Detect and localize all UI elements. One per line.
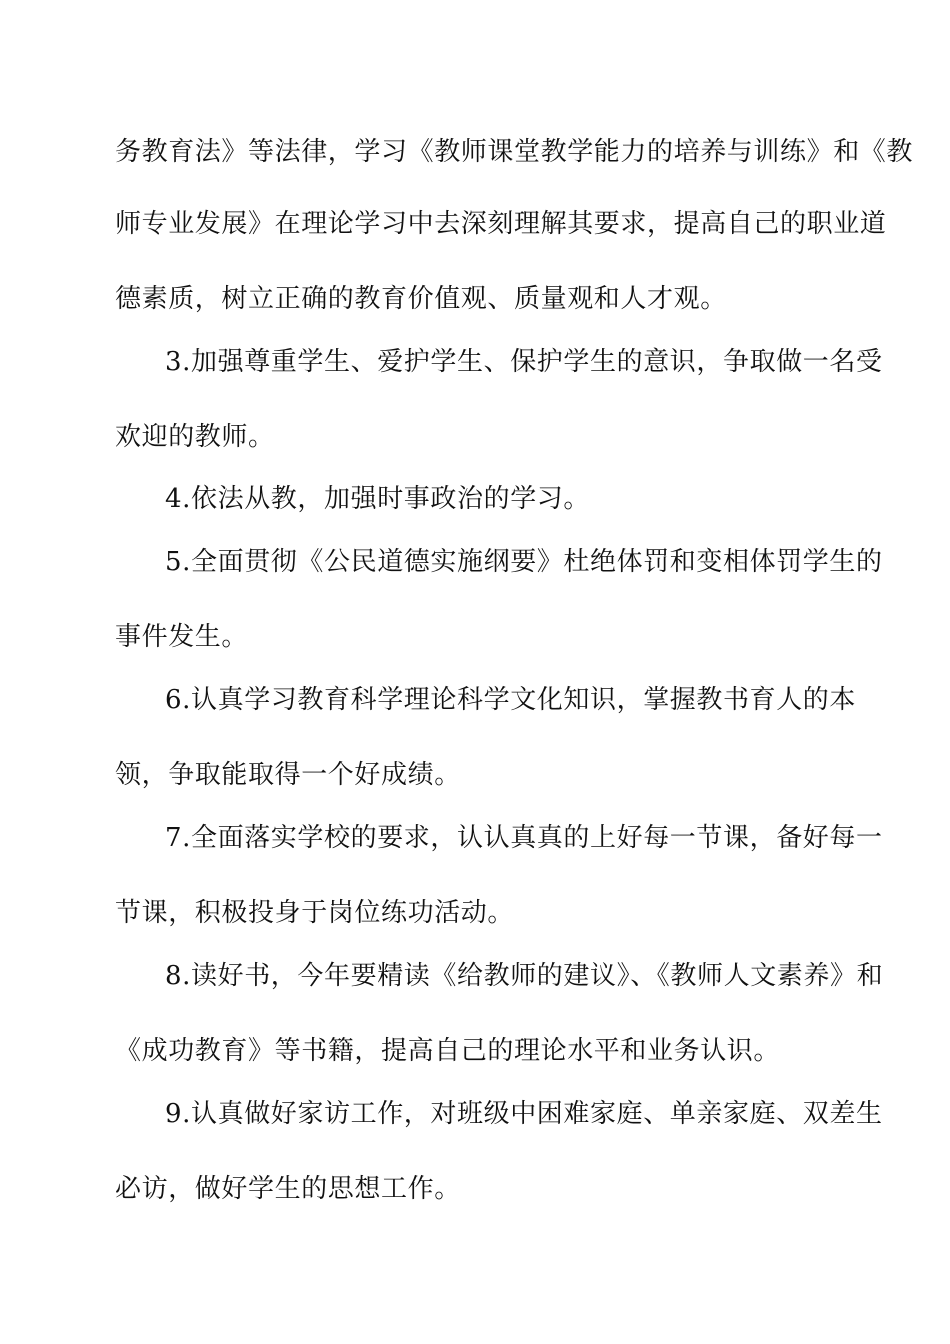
text-line: 德素质，树立正确的教育价值观、质量观和人才观。 bbox=[115, 284, 727, 314]
list-item-6-line: 6.认真学习教育科学理论科学文化知识，掌握教书育人的本 bbox=[165, 685, 857, 715]
text-line: 必访，做好学生的思想工作。 bbox=[115, 1174, 461, 1204]
text-line: 欢迎的教师。 bbox=[115, 422, 275, 452]
text-line: 节课，积极投身于岗位练功活动。 bbox=[115, 898, 515, 928]
list-item-3-line: 3.加强尊重学生、爱护学生、保护学生的意识，争取做一名受 bbox=[165, 347, 883, 377]
text-line: 事件发生。 bbox=[115, 622, 249, 652]
list-item-7-line: 7.全面落实学校的要求，认认真真的上好每一节课，备好每一 bbox=[165, 823, 883, 853]
list-item-9-line: 9.认真做好家访工作，对班级中困难家庭、单亲家庭、双差生 bbox=[165, 1099, 883, 1129]
list-item-5-line: 5.全面贯彻《公民道德实施纲要》杜绝体罚和变相体罚学生的 bbox=[165, 547, 883, 577]
list-item-4-line: 4.依法从教，加强时事政治的学习。 bbox=[165, 484, 591, 514]
text-line: 师专业发展》在理论学习中去深刻理解其要求，提高自己的职业道 bbox=[115, 209, 887, 239]
list-item-8-line: 8.读好书，今年要精读《给教师的建议》、《教师人文素养》和 bbox=[165, 961, 884, 991]
text-line: 务教育法》等法律，学习《教师课堂教学能力的培养与训练》和《教 bbox=[115, 137, 914, 167]
text-line: 领，争取能取得一个好成绩。 bbox=[115, 760, 461, 790]
text-line: 《成功教育》等书籍，提高自己的理论水平和业务认识。 bbox=[115, 1036, 781, 1066]
